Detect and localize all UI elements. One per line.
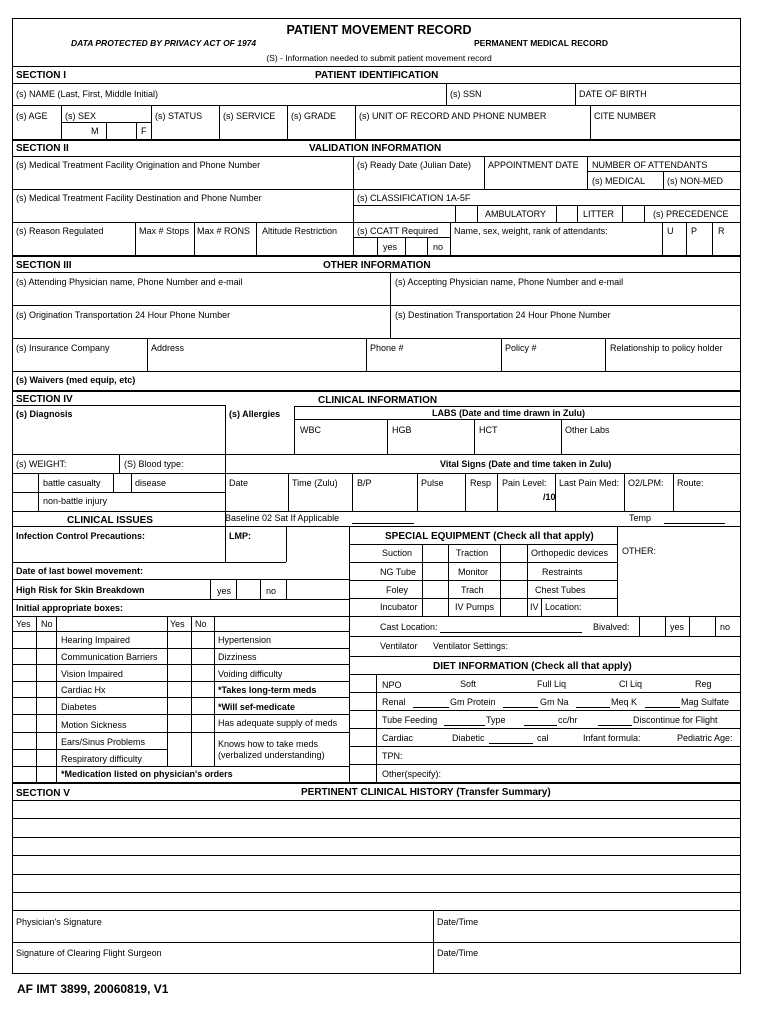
labs-label: LABS (Date and time drawn in Zulu) <box>432 408 586 418</box>
ventilator-option[interactable]: Ventilator <box>380 641 418 651</box>
diet-regular[interactable]: Reg <box>695 679 712 689</box>
ready-date-field[interactable]: (s) Ready Date (Julian Date) <box>357 160 472 170</box>
rule <box>686 222 687 255</box>
precedence-urgent[interactable]: U <box>667 226 674 236</box>
policy-field[interactable]: Policy # <box>505 343 537 353</box>
equipment-option[interactable]: IV <box>530 602 539 612</box>
rule <box>556 205 557 222</box>
tube-type-label: Type <box>486 715 506 725</box>
issue-right-item: *Takes long-term meds <box>218 685 317 695</box>
section-4-label: SECTION IV <box>16 394 73 405</box>
rule <box>387 419 388 454</box>
origination-transport-field[interactable]: (s) Origination Transportation 24 Hour Phone Number <box>16 310 231 320</box>
section-2-title: VALIDATION INFORMATION <box>309 143 442 154</box>
rule <box>665 616 666 636</box>
rule <box>575 83 576 105</box>
diabetic-cal-line <box>489 743 533 744</box>
rule <box>12 697 349 698</box>
pulse-field[interactable]: Pulse <box>421 478 444 488</box>
diet-renal[interactable]: Renal <box>382 697 406 707</box>
weight-field[interactable]: (s) WEIGHT: <box>16 459 67 469</box>
cite-field[interactable]: CITE NUMBER <box>594 111 657 121</box>
meq-k-label: Meq K <box>611 697 638 707</box>
rule <box>147 338 148 371</box>
tpn-field[interactable]: TPN: <box>382 751 403 761</box>
issue-left-item: Communication Barriers <box>61 652 158 662</box>
relationship-field[interactable]: Relationship to policy holder <box>610 343 723 353</box>
rule <box>12 189 741 190</box>
rule <box>12 83 741 84</box>
max-rons-field[interactable]: Max # RONS <box>197 226 251 236</box>
tube-type-line <box>444 725 485 726</box>
ccatt-no[interactable]: no <box>433 242 444 252</box>
rule <box>12 222 741 223</box>
nonmed-attendants-field[interactable]: (s) NON-MED <box>667 176 723 186</box>
pain-scale-max: /10 <box>543 492 556 502</box>
rule <box>465 473 466 511</box>
infant-formula-field[interactable]: Infant formula: <box>583 733 641 743</box>
rule <box>113 473 114 492</box>
equipment-option[interactable]: Incubator <box>380 602 418 612</box>
rule <box>12 732 349 733</box>
rule <box>349 746 741 747</box>
rule <box>191 616 192 766</box>
equipment-option[interactable]: Trach <box>461 585 484 595</box>
section-5-label: SECTION V <box>16 788 70 799</box>
rule <box>501 338 502 371</box>
ccatt-label: (s) CCATT Required <box>357 226 439 236</box>
rule <box>288 473 289 511</box>
rule <box>167 616 168 766</box>
issue-left-item: Vision Impaired <box>61 669 123 679</box>
medical-attendants-field[interactable]: (s) MEDICAL <box>592 176 646 186</box>
attendants-label: NUMBER OF ATTENDANTS <box>592 160 708 170</box>
disease-option[interactable]: disease <box>135 478 167 488</box>
rule <box>712 222 713 255</box>
rule <box>135 222 136 255</box>
rule <box>236 579 237 599</box>
rule <box>12 648 349 649</box>
rule <box>587 156 588 189</box>
vital-date-field[interactable]: Date <box>229 478 249 488</box>
rule <box>131 473 132 492</box>
rule <box>286 579 287 599</box>
equipment-option[interactable]: Restraints <box>542 567 583 577</box>
rule <box>194 222 195 255</box>
mag-sulfate-line <box>645 707 680 708</box>
rule <box>673 473 674 511</box>
left-no-header: No <box>41 619 53 629</box>
equipment-option[interactable]: Orthopedic devices <box>531 548 609 558</box>
equipment-option[interactable]: Suction <box>382 548 413 558</box>
rule <box>219 105 220 139</box>
accepting-physician-field[interactable]: (s) Accepting Physician name, Phone Number and e-mail <box>395 277 624 287</box>
rule <box>12 105 741 106</box>
bivalved-no[interactable]: no <box>720 622 731 632</box>
ventilator-settings-field[interactable]: Ventilator Settings: <box>433 641 509 651</box>
rule <box>12 800 741 801</box>
initial-boxes-label: Initial appropriate boxes: <box>16 603 124 613</box>
grade-field[interactable]: (s) GRADE <box>291 111 336 121</box>
destination-transport-field[interactable]: (s) Destination Transportation 24 Hour Phone Number <box>395 310 611 320</box>
rule <box>427 237 428 255</box>
mag-sulfate-label: Mag Sulfate <box>681 697 730 707</box>
diabetic-cal-label: cal <box>537 733 549 743</box>
bivalved-label: Bivalved: <box>593 622 630 632</box>
rule <box>12 749 167 750</box>
rule <box>349 710 741 711</box>
equipment-option[interactable]: Traction <box>456 548 489 558</box>
rule <box>225 526 226 562</box>
rule <box>587 171 741 172</box>
rule <box>12 305 741 306</box>
ambulatory-label[interactable]: AMBULATORY <box>485 209 547 219</box>
rule <box>12 616 349 617</box>
status-field[interactable]: (s) STATUS <box>155 111 203 121</box>
diet-tube-feeding[interactable]: Tube Feeding <box>382 715 438 725</box>
rule <box>119 454 120 473</box>
bowel-movement-field[interactable]: Date of last bowel movement: <box>16 566 144 576</box>
vital-time-field[interactable]: Time (Zulu) <box>292 478 338 488</box>
diet-information-title: DIET INFORMATION (Check all that apply) <box>433 661 632 672</box>
lmp-field[interactable]: LMP: <box>229 531 251 541</box>
issue-right-item: *Will sef-medicate <box>218 702 295 712</box>
waivers-field[interactable]: (s) Waivers (med equip, etc) <box>16 375 136 385</box>
section-1-label: SECTION I <box>16 70 67 81</box>
rule <box>106 122 107 139</box>
history-line[interactable] <box>12 855 741 856</box>
sex-female[interactable]: F <box>141 126 147 136</box>
rule <box>446 83 447 105</box>
section-5-title: PERTINENT CLINICAL HISTORY (Transfer Summary) <box>301 787 551 798</box>
rule <box>477 205 478 222</box>
rule <box>555 473 556 511</box>
rule <box>455 205 456 222</box>
issue-right-item: Has adequate supply of meds <box>218 718 338 728</box>
ssn-field[interactable]: (s) SSN <box>450 89 482 99</box>
rule <box>349 616 741 617</box>
equipment-option[interactable]: IV Pumps <box>455 602 495 612</box>
altitude-restriction-field[interactable]: Altitude Restriction <box>262 226 338 236</box>
sex-label: (s) SEX <box>65 111 97 121</box>
right-no-header: No <box>195 619 207 629</box>
blood-type-field[interactable]: (S) Blood type: <box>124 459 184 469</box>
respiration-field[interactable]: Resp <box>470 478 492 488</box>
section-3-title: OTHER INFORMATION <box>323 260 431 271</box>
history-line[interactable] <box>12 874 741 875</box>
cast-location-line <box>440 632 582 633</box>
issue-left-item: Hearing Impaired <box>61 635 131 645</box>
discontinue-line <box>598 725 632 726</box>
non-battle-injury-option[interactable]: non-battle injury <box>43 496 108 506</box>
meq-k-line <box>576 707 610 708</box>
diagnosis-field[interactable]: (s) Diagnosis <box>16 409 73 419</box>
rule <box>349 526 350 782</box>
ccatt-yes[interactable]: yes <box>383 242 398 252</box>
rule <box>662 222 663 255</box>
hct-field[interactable]: HCT <box>479 425 498 435</box>
other-equipment-field[interactable]: OTHER: <box>622 546 657 556</box>
appointment-date-field[interactable]: APPOINTMENT DATE <box>488 160 579 170</box>
discontinue-flight-label: Discontinue for Flight <box>633 715 718 725</box>
sex-male[interactable]: M <box>91 126 99 136</box>
section-2-label: SECTION II <box>16 143 69 154</box>
issue-right-item: Hypertension <box>218 635 272 645</box>
rule <box>349 728 741 729</box>
rule <box>624 473 625 511</box>
rule <box>352 473 353 511</box>
diet-cardiac[interactable]: Cardiac <box>382 733 414 743</box>
rule <box>497 473 498 511</box>
rule <box>286 526 287 562</box>
precedence-priority[interactable]: P <box>691 226 698 236</box>
rule <box>715 616 716 636</box>
cast-location-field[interactable]: Cast Location: <box>380 622 438 632</box>
diet-full-liquid[interactable]: Full Liq <box>537 679 567 689</box>
privacy-act-notice: DATA PROTECTED BY PRIVACY ACT OF 1974 <box>71 38 257 48</box>
issue-right-item: Voiding difficulty <box>218 669 283 679</box>
rule <box>260 579 261 599</box>
infection-control-field[interactable]: Infection Control Precautions: <box>16 531 146 541</box>
rule <box>12 579 349 580</box>
equipment-option[interactable]: Foley <box>386 585 409 595</box>
rule <box>349 544 617 545</box>
flight-surgeon-datetime[interactable]: Date/Time <box>437 948 479 958</box>
rule <box>349 598 617 599</box>
rule <box>353 237 450 238</box>
required-info-note: (S) - Information needed to submit patient movement record <box>266 53 492 63</box>
equipment-option[interactable]: NG Tube <box>380 567 417 577</box>
rule <box>12 631 349 632</box>
rule <box>366 338 367 371</box>
rule <box>12 492 226 493</box>
rule <box>12 526 741 527</box>
issue-left-item: Diabetes <box>61 702 97 712</box>
right-yes-header: Yes <box>170 619 185 629</box>
rule <box>450 222 451 255</box>
last-pain-med-field[interactable]: Last Pain Med: <box>559 478 620 488</box>
classification-field[interactable]: (s) CLASSIFICATION 1A-5F <box>357 193 471 203</box>
max-stops-field[interactable]: Max # Stops <box>139 226 190 236</box>
rule <box>644 205 645 222</box>
rule <box>294 406 741 407</box>
rule <box>617 526 618 616</box>
rule <box>136 122 137 139</box>
route-field[interactable]: Route: <box>677 478 704 488</box>
rule <box>474 419 475 454</box>
rule <box>349 674 741 675</box>
temp-field[interactable]: Temp <box>629 513 652 523</box>
issue-left-item: Cardiac Hx <box>61 685 106 695</box>
blood-pressure-field[interactable]: B/P <box>357 478 372 488</box>
rule <box>353 205 741 206</box>
insurance-company-field[interactable]: (s) Insurance Company <box>16 343 110 353</box>
rule <box>12 255 741 257</box>
section-1-title: PATIENT IDENTIFICATION <box>315 70 439 81</box>
age-field[interactable]: (s) AGE <box>16 111 48 121</box>
permanent-record-label: PERMANENT MEDICAL RECORD <box>474 38 608 48</box>
vitals-label: Vital Signs (Date and time taken in Zulu) <box>440 459 612 469</box>
rule <box>590 105 591 139</box>
rule <box>12 405 226 406</box>
rule <box>256 222 257 255</box>
section-3-label: SECTION III <box>16 260 72 271</box>
rule <box>294 406 295 454</box>
rule <box>541 598 542 616</box>
form-title: PATIENT MOVEMENT RECORD <box>286 23 472 37</box>
allergies-field[interactable]: (s) Allergies <box>229 409 281 419</box>
rule <box>663 171 664 189</box>
rule <box>349 656 741 657</box>
gm-na-label: Gm Na <box>540 697 569 707</box>
rule <box>287 105 288 139</box>
o2-lpm-field[interactable]: O2/LPM: <box>628 478 664 488</box>
gm-na-line <box>503 707 538 708</box>
precedence-routine[interactable]: R <box>718 226 725 236</box>
physician-signature-field[interactable]: Physician's Signature <box>16 917 102 927</box>
rule <box>12 681 349 682</box>
baseline-o2-line <box>352 523 414 524</box>
rule <box>349 580 617 581</box>
name-field[interactable]: (s) NAME (Last, First, Middle Initial) <box>16 89 159 99</box>
rule <box>151 105 152 139</box>
attending-physician-field[interactable]: (s) Attending Physician name, Phone Number and e-mail <box>16 277 243 287</box>
litter-label[interactable]: LITTER <box>583 209 615 219</box>
knows-meds-item: Knows how to take meds <box>218 739 319 749</box>
rule <box>12 664 349 665</box>
iv-location-field[interactable]: Location: <box>545 602 582 612</box>
skin-breakdown-no[interactable]: no <box>266 586 277 596</box>
rule <box>349 636 741 637</box>
mtf-destination-field[interactable]: (s) Medical Treatment Facility Destination and Phone Number <box>16 193 262 203</box>
dob-field[interactable]: DATE OF BIRTH <box>579 89 647 99</box>
skin-breakdown-label: High Risk for Skin Breakdown <box>16 585 145 595</box>
rule <box>294 419 741 420</box>
baseline-o2-field[interactable]: Baseline 02 Sat If Applicable <box>225 513 340 523</box>
other-labs-field[interactable]: Other Labs <box>565 425 610 435</box>
rule <box>689 616 690 636</box>
rule <box>56 616 57 782</box>
rule <box>12 454 741 455</box>
rule <box>12 562 286 563</box>
rule <box>12 66 741 67</box>
unit-field[interactable]: (s) UNIT OF RECORD AND PHONE NUMBER <box>359 111 547 121</box>
rule <box>349 692 741 693</box>
issue-right-item: Dizziness <box>218 652 257 662</box>
issue-left-item: Respiratory difficulty <box>61 754 142 764</box>
rule <box>349 764 741 765</box>
clinical-issues-title: CLINICAL ISSUES <box>67 515 153 526</box>
history-line[interactable] <box>12 818 741 819</box>
temp-line <box>664 523 725 524</box>
skin-breakdown-yes[interactable]: yes <box>217 586 232 596</box>
rule <box>349 562 617 563</box>
form-identifier: AF IMT 3899, 20060819, V1 <box>17 982 169 996</box>
gm-protein-line <box>413 707 449 708</box>
precedence-label: (s) PRECEDENCE <box>653 209 729 219</box>
pediatric-age-field[interactable]: Pediatric Age: <box>677 733 733 743</box>
rule <box>12 272 741 273</box>
rule <box>210 579 211 599</box>
rule <box>12 511 741 512</box>
rule <box>36 616 37 782</box>
pain-level-field[interactable]: Pain Level: <box>502 478 547 488</box>
history-line[interactable] <box>12 892 741 893</box>
mtf-origination-field[interactable]: (s) Medical Treatment Facility Origination and Phone Number <box>16 160 261 170</box>
diet-diabetic[interactable]: Diabetic <box>452 733 485 743</box>
rule <box>12 942 741 943</box>
rule <box>12 473 741 474</box>
equipment-option[interactable]: Chest Tubes <box>535 585 586 595</box>
rule <box>12 782 741 784</box>
rule <box>12 338 741 339</box>
bivalved-yes[interactable]: yes <box>670 622 685 632</box>
rule <box>214 616 215 766</box>
physician-signature-datetime[interactable]: Date/Time <box>437 917 479 927</box>
history-line[interactable] <box>12 837 741 838</box>
rule <box>12 371 741 372</box>
rule <box>12 910 741 911</box>
rule <box>12 714 349 715</box>
flight-surgeon-signature-field[interactable]: Signature of Clearing Flight Surgeon <box>16 948 162 958</box>
rule <box>355 105 356 139</box>
wbc-field[interactable]: WBC <box>300 425 321 435</box>
tube-rate-line <box>524 725 557 726</box>
hgb-field[interactable]: HGB <box>392 425 412 435</box>
reason-regulated-field[interactable]: (s) Reason Regulated <box>16 226 104 236</box>
rule <box>12 390 741 392</box>
service-field[interactable]: (s) SERVICE <box>223 111 276 121</box>
issue-left-item: Ears/Sinus Problems <box>61 737 146 747</box>
rule <box>377 237 378 255</box>
address-field[interactable]: Address <box>151 343 185 353</box>
rule <box>12 599 349 600</box>
issue-left-item: Motion Sickness <box>61 720 127 730</box>
tube-rate-label: cc/hr <box>558 715 578 725</box>
attendant-info-field[interactable]: Name, sex, weight, rank of attendants: <box>454 226 608 236</box>
rule <box>417 473 418 511</box>
rule <box>405 237 406 255</box>
rule <box>12 766 349 767</box>
diet-clear-liquid[interactable]: Cl Liq <box>619 679 643 689</box>
diet-soft[interactable]: Soft <box>460 679 477 689</box>
rule <box>561 419 562 454</box>
phone-field[interactable]: Phone # <box>370 343 404 353</box>
special-equipment-title: SPECIAL EQUIPMENT (Check all that apply) <box>385 531 594 542</box>
section-4-title: CLINICAL INFORMATION <box>318 395 438 406</box>
medication-listed-item: *Medication listed on physician's orders <box>61 769 233 779</box>
equipment-option[interactable]: Monitor <box>458 567 489 577</box>
rule <box>484 156 485 189</box>
rule <box>605 338 606 371</box>
rule <box>12 139 741 141</box>
other-diet-field[interactable]: Other(specify): <box>382 769 442 779</box>
rule <box>12 156 741 157</box>
battle-casualty-option[interactable]: battle casualty <box>43 478 101 488</box>
rule <box>622 205 623 222</box>
diet-npo[interactable]: NPO <box>382 680 402 690</box>
knows-meds-note: (verbalized understanding) <box>218 750 325 760</box>
rule <box>639 616 640 636</box>
gm-protein-label: Gm Protein <box>450 697 496 707</box>
rule <box>577 205 578 222</box>
left-yes-header: Yes <box>16 619 31 629</box>
